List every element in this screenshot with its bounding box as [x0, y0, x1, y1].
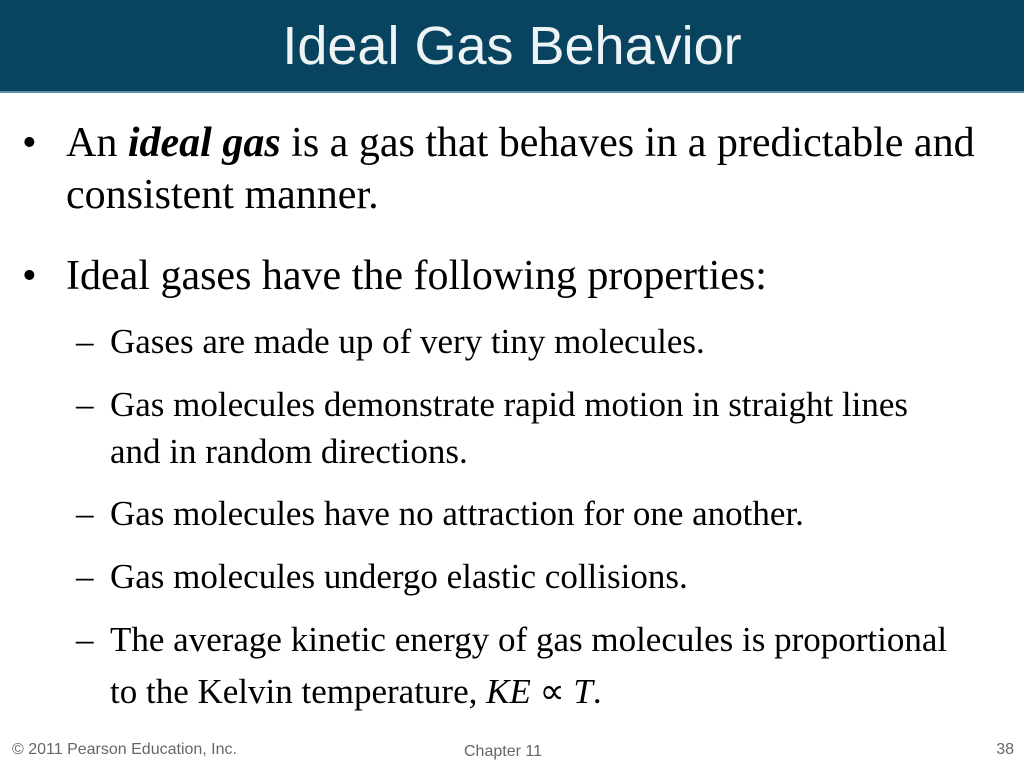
footer-copyright: © 2011 Pearson Education, Inc. [12, 741, 237, 758]
proportional-symbol: ∝ [530, 672, 574, 711]
bullet-prefix: An [66, 120, 128, 166]
key-term: ideal gas [127, 120, 281, 166]
dash: – [76, 385, 94, 424]
sub-bullet-body: The average kinetic energy of gas molecules is proportional to the Kelvin temperature, [110, 620, 948, 711]
sub-bullet-text: Gas molecules demonstrate rapid motion in straight lines and in random directions. [110, 385, 909, 471]
dash: – [76, 322, 94, 361]
bullet-text: Ideal gases have the following properties: [66, 253, 767, 299]
sub-bullet-text [110, 614, 956, 718]
dash: – [76, 620, 94, 659]
dash: – [76, 494, 94, 533]
footer-chapter: Chapter 11 [464, 743, 542, 760]
sub-bullet-text: Gas molecules undergo elastic collisions. [110, 557, 688, 596]
sub-bullet-text: Gas molecules have no attraction for one another. [110, 494, 804, 533]
bullet-dot: • [22, 120, 37, 166]
bullet-text [66, 117, 986, 221]
sub-bullet-text: Gases are made up of very tiny molecules. [110, 322, 705, 361]
dash: – [76, 557, 94, 596]
footer-page-number: 38 [996, 741, 1014, 758]
sentence-end: . [592, 672, 602, 711]
formula-ke: KE [486, 672, 531, 711]
slide-title: Ideal Gas Behavior [282, 16, 742, 76]
formula-t: T [573, 672, 593, 711]
title-bar-rule [0, 91, 1024, 93]
bullet-dot: • [22, 253, 37, 299]
bullet-rest: is a gas that behaves in a predictable and consistent manner. [66, 120, 975, 218]
